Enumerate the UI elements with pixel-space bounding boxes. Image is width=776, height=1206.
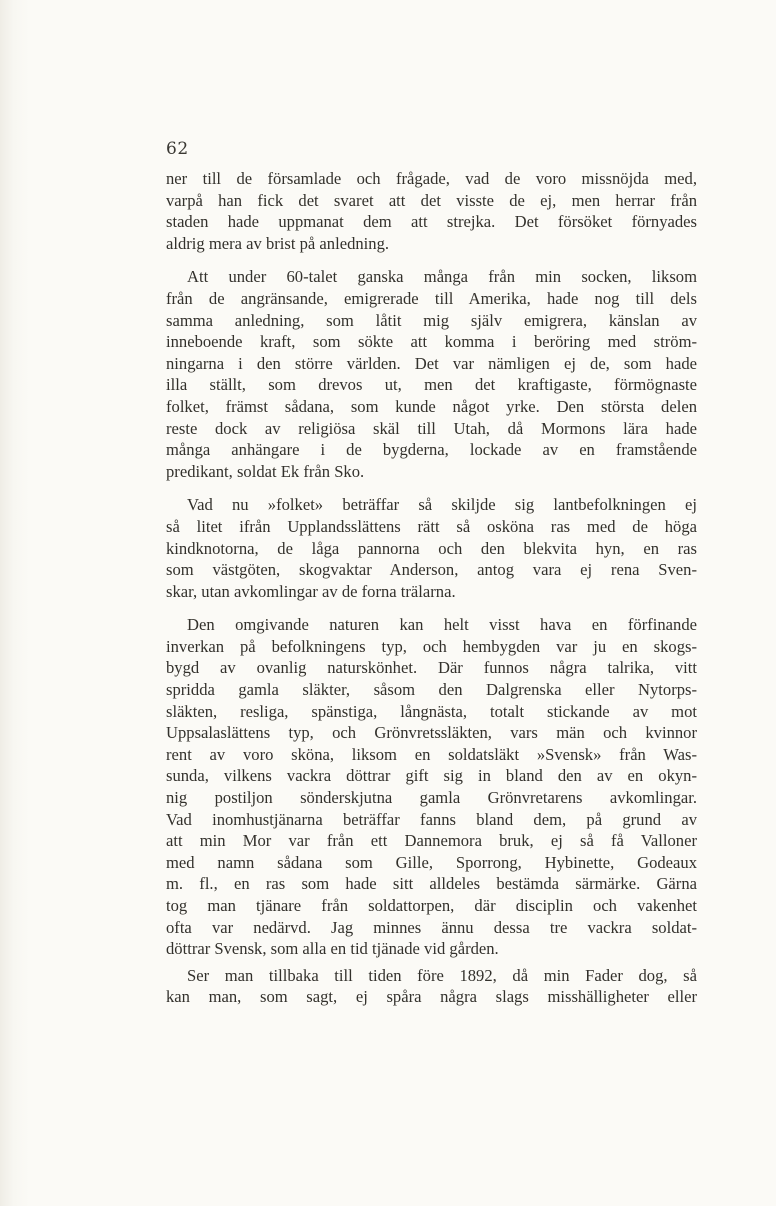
text-line: med namn sådana som Gille, Sporrong, Hybinette, Godeaux: [166, 852, 697, 872]
text-line: ningarna i den större världen. Det var nämligen ej de, som hade: [166, 353, 697, 373]
text-line: inneboende kraft, som sökte att komma i beröring med ström-: [166, 332, 697, 352]
paragraph: [166, 266, 697, 482]
text-line: Uppsalaslättens typ, och Grönvretssläkten, vars män och kvinnor: [166, 723, 697, 743]
text-line: inverkan på befolkningens typ, och hembygden var ju en skogs-: [166, 636, 697, 656]
body-text: [166, 168, 697, 1020]
text-line: att min Mor var från ett Dannemora bruk, ej så få Valloner: [166, 831, 697, 851]
text-line: rent av voro sköna, liksom en soldatsläkt »Svensk» från Was-: [166, 744, 697, 764]
text-line: aldrig mera av brist på anledning.: [166, 233, 390, 253]
text-line: varpå han fick det svaret att det visste de ej, men herrar från: [166, 190, 697, 210]
text-line: Vad nu »folket» beträffar så skiljde sig lantbefolkningen ej: [187, 495, 697, 515]
text-line: Vad inomhustjänarna beträffar fanns bland dem, på grund av: [166, 809, 697, 829]
text-line: staden hade uppmanat dem att strejka. Det försöket förnyades: [166, 212, 697, 232]
text-line: tog man tjänare från soldattorpen, där disciplin och vakenhet: [166, 896, 697, 915]
text-line: bygd av ovanlig naturskönhet. Där funnos några talrika, vitt: [166, 658, 697, 678]
text-line: många anhängare i de bygderna, lockade av en framstående: [166, 440, 697, 460]
text-line: Att under 60-talet ganska många från min socken, liksom: [187, 267, 697, 287]
text-line: ofta var nedärvd. Jag minnes ännu dessa tre vackra soldat-: [166, 917, 697, 937]
text-line: Den omgivande naturen kan helt visst hava en förfinande: [187, 615, 697, 635]
text-line: så litet ifrån Upplandsslättens rätt så osköna ras med de höga: [166, 516, 697, 536]
text-line: som västgöten, skogvaktar Anderson, antog vara ej rena Sven-: [166, 560, 697, 580]
text-line: folket, främst sådana, som kunde något yrke. Den största delen: [166, 396, 697, 416]
paragraph: [166, 494, 697, 602]
text-line: döttrar Svensk, som alla en tid tjänade vid gården.: [166, 939, 499, 959]
text-line: släkten, resliga, spänstiga, långnästa, totalt stickande av mot: [166, 701, 697, 721]
text-line: m. fl., en ras som hade sitt alldeles bestämda särmärke. Gärna: [166, 874, 697, 894]
paragraph: [166, 965, 697, 1008]
text-line: Ser man tillbaka till tiden före 1892, då min Fader dog, så: [187, 965, 697, 985]
text-line: från de angränsande, emigrerade till Amerika, hade nog till dels: [166, 288, 697, 308]
text-line: kindknotorna, de låga pannorna och den blekvita hyn, en ras: [166, 538, 697, 558]
text-line: reste dock av religiösa skäl till Utah, då Mormons lära hade: [166, 418, 697, 438]
text-line: spridda gamla släkter, såsom den Dalgrenska eller Nytorps-: [166, 680, 697, 700]
text-line: skar, utan avkomlingar av de forna trälarna.: [166, 581, 456, 601]
text-line: illa ställt, som drevos ut, men det kraftigaste, förmögnaste: [166, 375, 697, 395]
text-line: predikant, soldat Ek från Sko.: [166, 461, 365, 481]
text-line: sunda, vilkens vackra döttrar gift sig in bland den av en okyn-: [166, 766, 697, 786]
text-line: ner till de församlade och frågade, vad de voro missnöjda med,: [166, 169, 697, 188]
paragraph: [166, 614, 697, 960]
page-number: 62: [166, 139, 189, 159]
text-line: nig postiljon sönderskjutna gamla Grönvretarens avkomlingar.: [166, 788, 697, 808]
text-line: kan man, som sagt, ej spåra några slags misshälligheter eller: [166, 987, 697, 1007]
text-line: samma anledning, som låtit mig själv emigrera, känslan av: [166, 310, 697, 330]
paragraph: [166, 168, 697, 254]
